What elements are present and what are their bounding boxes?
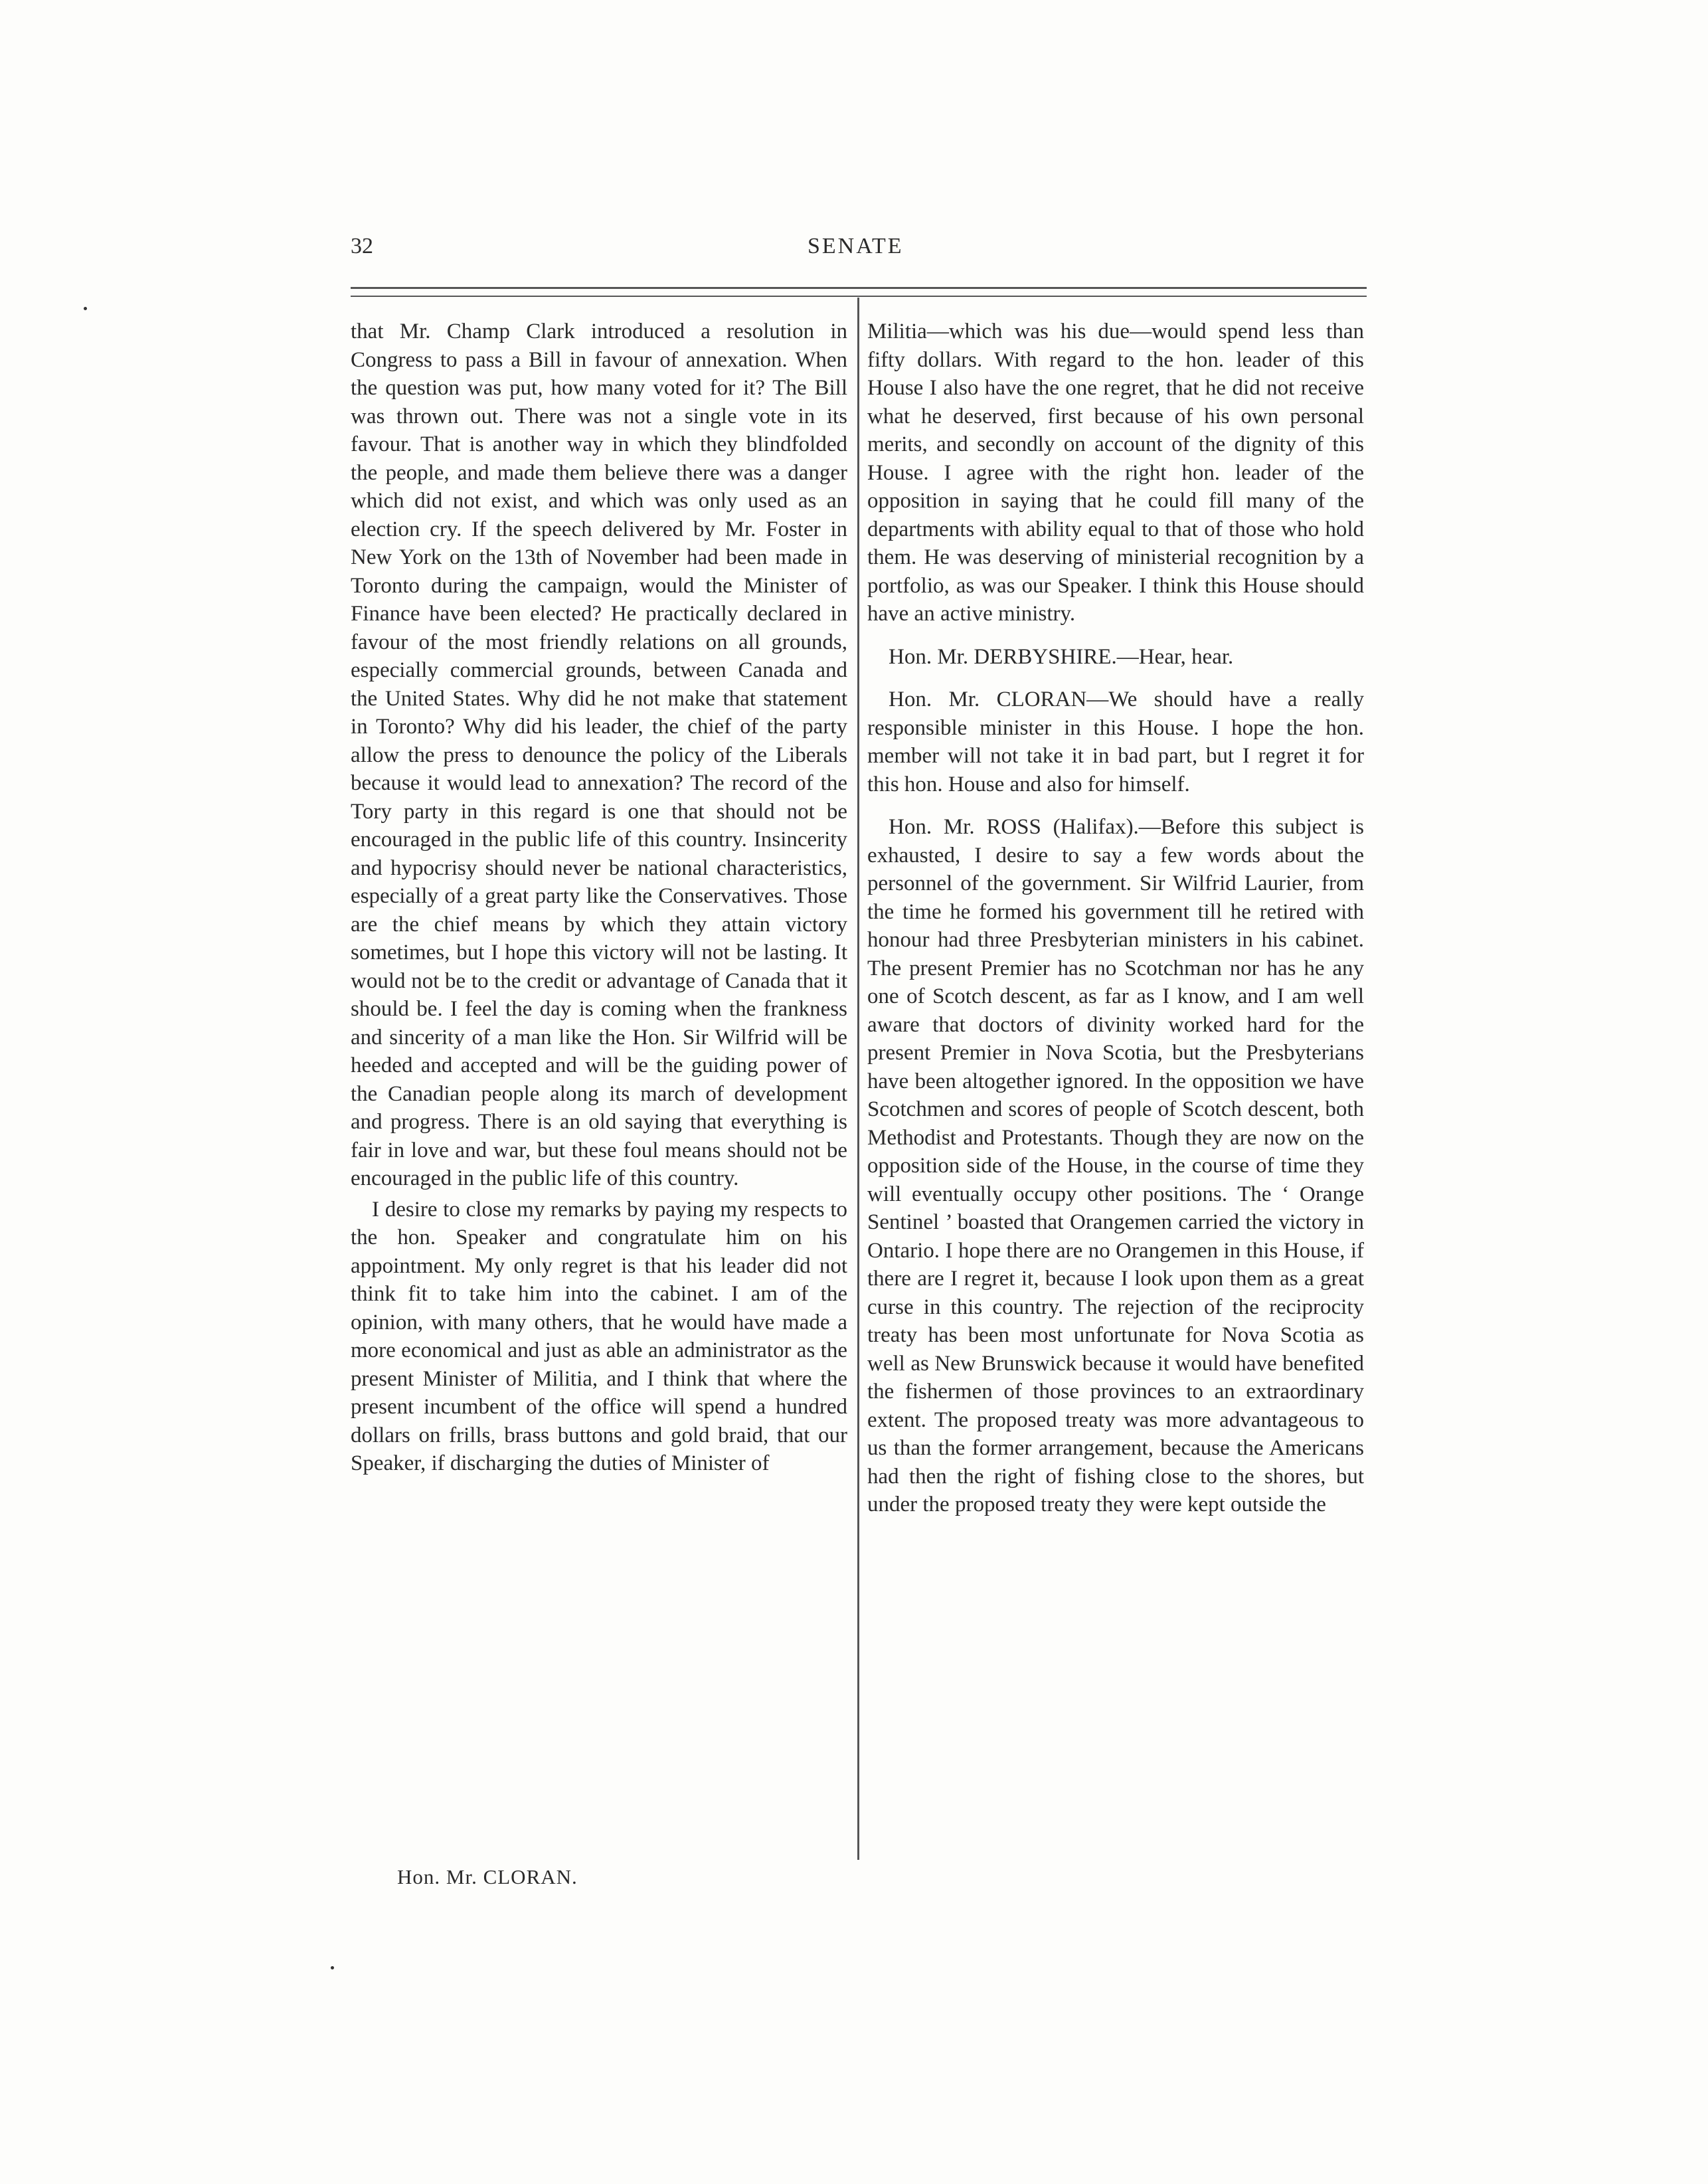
speech-ross: Hon. Mr. ROSS (Halifax).—Before this subject is exhausted, I desire to say a few words about the personnel of the government. Sir Wilfrid Laurier, from the time he formed his government till he retired with honour had three Presbyterian ministers in his cabinet. The present Premier has no Scotchman nor has he any one of Scotch descent, as far as I know, and I am well aware that doctors of divinity worked hard for the present Premier in Nova Scotia, but the Presbyterians have been altogether ignored. In the opposition we have Scotchmen and scores of people of Scotch descent, both Methodist and Protestants. Though they are now on the opposition side of the House, in the course of time they will eventually occupy other positions. The ‘ Orange Sentinel ’ boasted that Orangemen carried the victory in Ontario. I hope there are no Orangemen in this House, if there are I regret it, because I look upon them as a great curse in this country. The rejection of the reciprocity treaty has been most unfortunate for Nova Scotia as well as New Brunswick because it would have benefited the fishermen of those provinces to an extraordinary extent. The proposed treaty was more advantageous to us than the former arrangement, because the Americans had then the right of fishing close to the shores, but under the proposed treaty they were kept outside the (867, 815, 1364, 1516)
scan-speck (84, 307, 87, 310)
footer-catchword: Hon. Mr. CLORAN. (397, 1865, 578, 1888)
left-column (351, 318, 847, 1478)
interjection-derbyshire: Hon. Mr. DERBYSHIRE.—Hear, hear. (889, 644, 1234, 669)
speech-cloran: Hon. Mr. CLORAN—We should have a really responsible minister in this House. I hope the hon. member will not take it in bad part, but I regret it for this hon. House and also for himself. (867, 687, 1364, 796)
page-number: 32 (351, 234, 373, 258)
right-column (867, 318, 1364, 1519)
running-head: SENATE (808, 234, 904, 258)
column-divider (857, 298, 859, 1860)
header-rule (351, 287, 1367, 289)
header-rule-secondary (351, 296, 1367, 297)
left-paragraph-2: I desire to close my remarks by paying my respects to the hon. Speaker and congratulate him on his appointment. My only regret is that his leader did not think fit to take him into the cabinet. I am of the opinion, with many others, that he would have made a more economical and just as able an administrator as the present Minister of Militia, and I think that where the present incumbent of the office will spend a hundred dollars on frills, brass buttons and gold braid, that our Speaker, if discharging the duties of Minister of (351, 1197, 847, 1475)
scan-speck (331, 1966, 334, 1969)
right-continuation-paragraph: Militia—which was his due—would spend less than fifty dollars. With regard to the hon. leader of this House I also have the one regret, that he did not receive what he deserved, first because of his own personal merits, and secondly on account of the dignity of this House. I agree with the right hon. leader of the opposition in saying that he could fill many of the departments with ability equal to that of those who hold them. He was deserving of ministerial recognition by a portfolio, as was our Speaker. I think this House should have an active ministry. (867, 319, 1364, 626)
left-continuation-paragraph: that Mr. Champ Clark introduced a resolution in Congress to pass a Bill in favour of annexation. When the question was put, how many voted for it? The Bill was thrown out. There was not a single vote in its favour. That is another way in which they blindfolded the people, and made them believe there was a danger which did not exist, and which was only used as an election cry. If the speech delivered by Mr. Foster in New York on the 13th of November had been made in Toronto during the campaign, would the Minister of Finance have been elected? He practically declared in favour of the most friendly relations on all grounds, especially commercial grounds, between Canada and the United States. Why did he not make that statement in Toronto? Why did his leader, the chief of the party allow the press to denounce the policy of the Liberals because it would lead to annexation? The record of the Tory party in this regard is one that should not be encouraged in the public life of this country. Insincerity and hypocrisy should never be national characteristics, especially of a great party like the Conservatives. Those are the chief means by which they attain victory sometimes, but I hope this victory will not be lasting. It would not be to the credit or advantage of Canada that it should be. I feel the day is coming when the frankness and sincerity of a man like the Hon. Sir Wilfrid will be heeded and accepted and will be the guiding power of the Canadian people along its march of development and progress. There is an old saying that everything is fair in love and war, but these foul means should not be encouraged in the public life of this country. (351, 319, 847, 1190)
